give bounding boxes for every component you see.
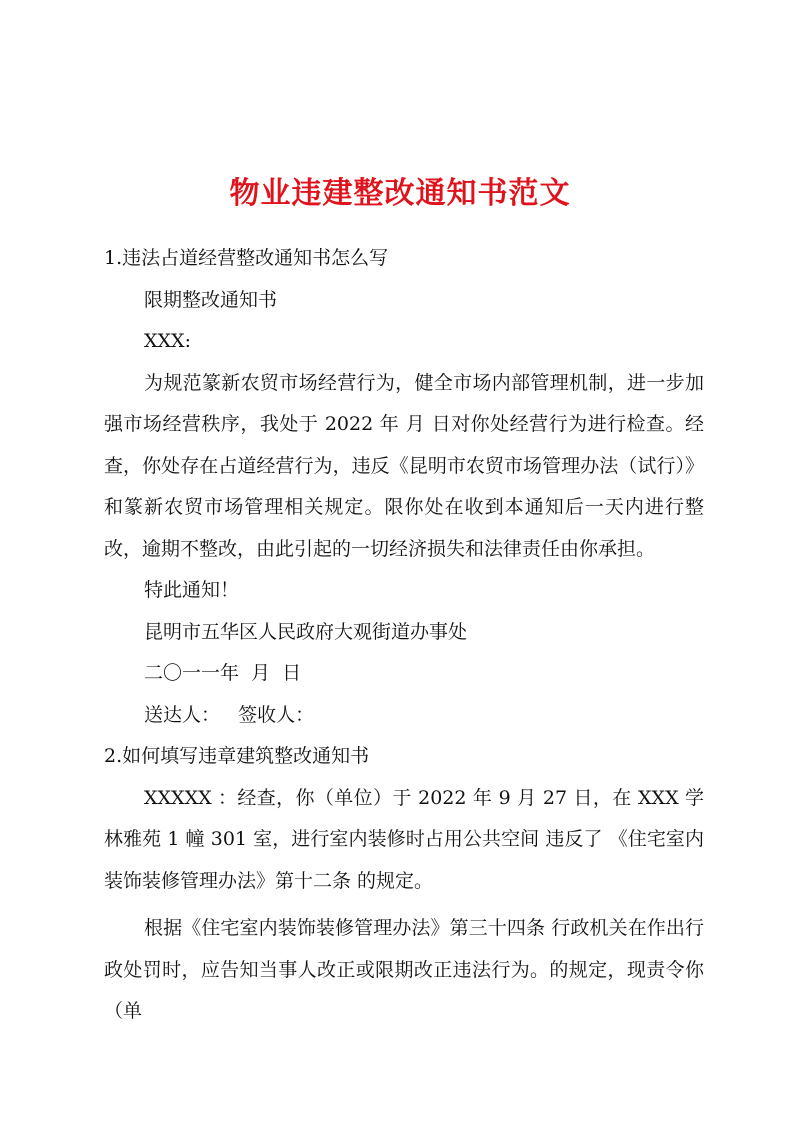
signature-line: 送达人： 签收人： xyxy=(144,703,315,726)
document-body xyxy=(104,238,704,1033)
notice-title: 限期整改通知书 xyxy=(144,288,278,311)
issue-date: 二〇一一年 月 日 xyxy=(144,662,302,684)
notice-body: 为规范篆新农贸市场经营行为，健全市场内部管理机制，进一步加强市场经营秩序，我处于 2022 年 月 日对你处经营行为进行检查。经查，你处存在占道经营行为，违反《昆明市农贸市场管理办法（试行）》和篆新农贸市场管理相关规定。限你处在收到本通知后一天内进行整改，逾期不整改，由此引起的一切经济损失和法律责任由你承担。 xyxy=(104,371,704,560)
order-paragraph: 根据《住宅室内装饰装修管理办法》第三十四条 行政机关在作出行政处罚时，应告知当事人改正或限期改正违法行为。的规定，现责令你（单 xyxy=(104,917,704,1022)
closing-line: 特此通知！ xyxy=(144,579,240,601)
section-1-heading: 1.违法占道经营整改通知书怎么写 xyxy=(104,247,389,269)
addressee: XXX: xyxy=(144,330,191,352)
section-2-heading: 2.如何填写违章建筑整改通知书 xyxy=(104,745,370,767)
violation-paragraph: XXXXX ：经查，你（单位）于 2022 年 9 月 27 日，在 XXX 学林雅苑 1 幢 301 室，进行室内装修时占用公共空间 违反了 《住宅室内装饰装修管理办法》第十二条 的规定。 xyxy=(104,786,704,892)
issuer: 昆明市五华区人民政府大观街道办事处 xyxy=(144,620,468,643)
page-title: 物业违建整改通知书范文 xyxy=(229,176,571,211)
